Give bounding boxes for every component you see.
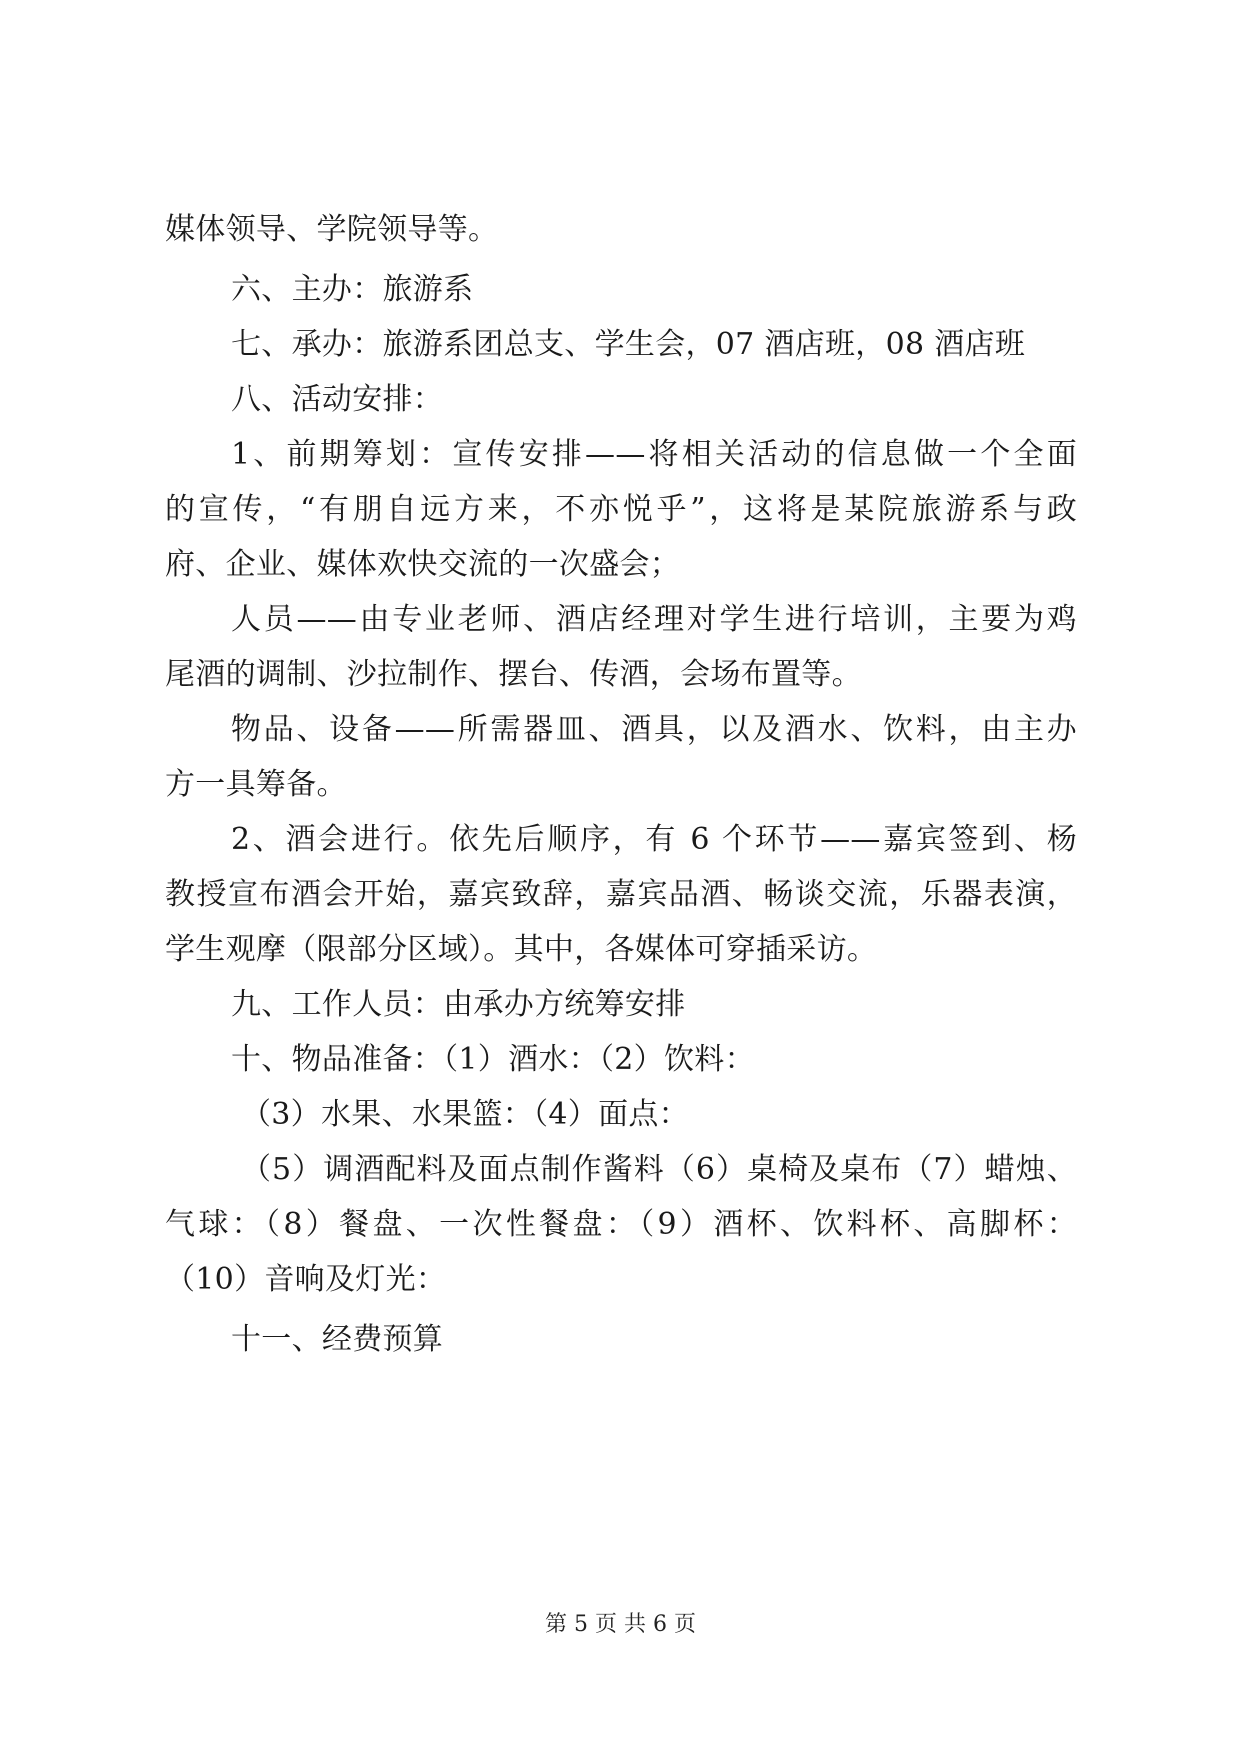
paragraph-line: 物品、设备——所需器皿、酒具，以及酒水、饮料，由主办 [231, 712, 1077, 747]
paragraph-line: 2、酒会进行。依先后顺序，有 6 个环节——嘉宾签到、杨 [231, 822, 1077, 857]
paragraph-line: 气球：（8）餐盘、一次性餐盘：（9）酒杯、饮料杯、高脚杯： [165, 1207, 1077, 1242]
section-heading-activity-arrangement: 八、活动安排： [231, 382, 444, 417]
paragraph-line: （5）调酒配料及面点制作酱料（6）桌椅及桌布（7）蜡烛、 [241, 1152, 1077, 1187]
page-number-footer: 第 5 页 共 6 页 [545, 1612, 696, 1637]
paragraph-line: （10）音响及灯光： [165, 1262, 447, 1297]
paragraph-line: 人员——由专业老师、酒店经理对学生进行培训，主要为鸡 [231, 602, 1077, 637]
paragraph-line: 媒体领导、学院领导等。 [165, 212, 499, 247]
paragraph-line: 教授宣布酒会开始，嘉宾致辞，嘉宾品酒、畅谈交流，乐器表演， [165, 877, 1077, 912]
paragraph-line: （3）水果、水果篮：（4）面点： [241, 1097, 689, 1132]
paragraph-line: 方一具筹备。 [165, 767, 347, 802]
section-heading-co-organizer: 七、承办：旅游系团总支、学生会，07 酒店班，08 酒店班 [231, 327, 1026, 362]
section-heading-budget: 十一、经费预算 [231, 1322, 444, 1357]
section-heading-staff: 九、工作人员：由承办方统筹安排 [231, 987, 686, 1022]
paragraph-line: 府、企业、媒体欢快交流的一次盛会； [165, 547, 681, 582]
paragraph-line: 的宣传，“有朋自远方来，不亦悦乎”，这将是某院旅游系与政 [165, 492, 1077, 527]
paragraph-line: 学生观摩（限部分区域）。其中，各媒体可穿插采访。 [165, 932, 878, 967]
section-heading-supplies: 十、物品准备：（1）酒水：（2）饮料： [231, 1042, 755, 1077]
section-heading-organizer: 六、主办：旅游系 [231, 272, 474, 307]
paragraph-line: 1、前期筹划：宣传安排——将相关活动的信息做一个全面 [231, 437, 1077, 472]
paragraph-line: 尾酒的调制、沙拉制作、摆台、传酒，会场布置等。 [165, 657, 862, 692]
